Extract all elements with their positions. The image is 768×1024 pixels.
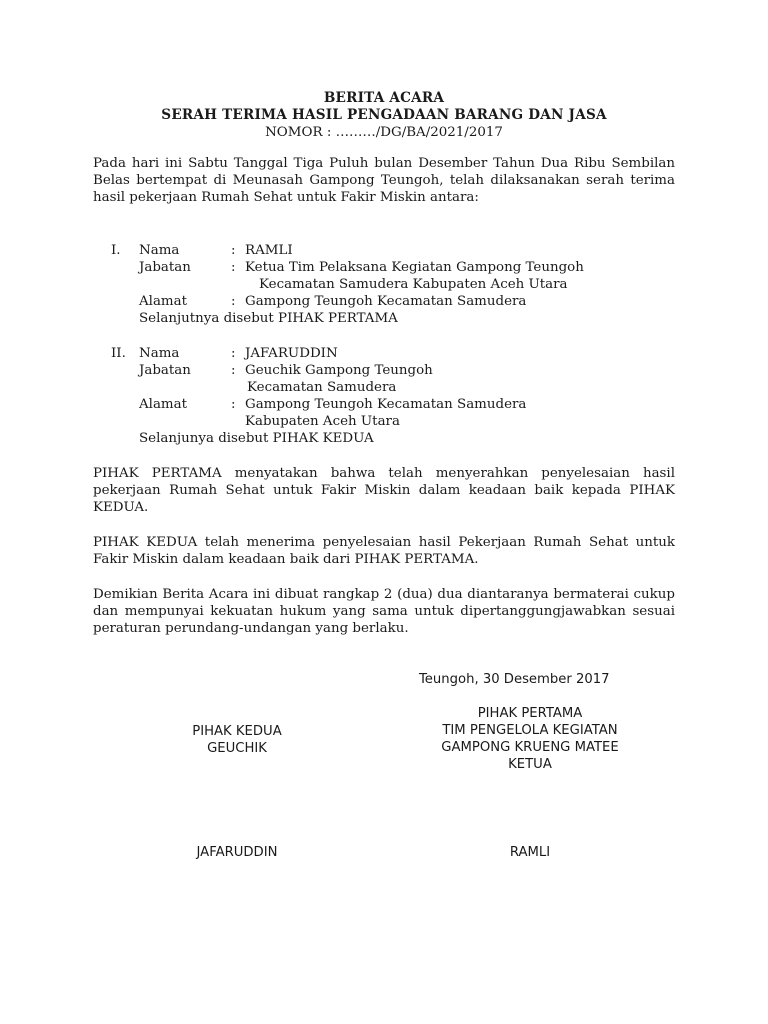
colon: : xyxy=(231,397,236,412)
receipt-statement-paragraph: PIHAK KEDUA telah menerima penyelesaian hasil Pekerjaan Rumah Sehat untuk Fakir Miskin dalam keadaan baik dari PIHAK PERTAMA. xyxy=(93,535,675,567)
party-one-designation: Selanjutnya disebut PIHAK PERTAMA xyxy=(139,311,398,326)
place-date: Teungoh, 30 Desember 2017 xyxy=(419,672,610,687)
document-number: NOMOR : ………/DG/BA/2021/2017 xyxy=(265,125,503,140)
signature-right-village: GAMPONG KRUENG MATEE xyxy=(441,740,619,755)
signature-left-title: GEUCHIK xyxy=(207,741,267,756)
party-one-alamat-value: Gampong Teungoh Kecamatan Samudera xyxy=(245,294,527,309)
signature-left-block xyxy=(162,723,312,757)
party-two-jabatan-label: Jabatan xyxy=(139,363,191,378)
party-two-nama-label: Nama xyxy=(139,346,180,361)
party-two-alamat-value-cont: Kabupaten Aceh Utara xyxy=(245,414,400,429)
document-title: BERITA ACARA xyxy=(323,90,445,106)
signature-right-title: KETUA xyxy=(508,757,552,772)
party-two-number: II. xyxy=(111,346,126,361)
signature-left-name: JAFARUDDIN xyxy=(196,845,278,860)
party-two-designation: Selanjunya disebut PIHAK KEDUA xyxy=(139,431,374,446)
party-one-jabatan-value: Ketua Tim Pelaksana Kegiatan Gampong Teungoh xyxy=(245,260,584,275)
party-two-alamat-value: Gampong Teungoh Kecamatan Samudera xyxy=(245,397,527,412)
signature-right-role: PIHAK PERTAMA xyxy=(477,706,583,721)
colon: : xyxy=(231,363,236,378)
party-one-alamat-label: Alamat xyxy=(139,294,187,309)
colon: : xyxy=(231,346,236,361)
opening-paragraph: Pada hari ini Sabtu Tanggal Tiga Puluh bulan Desember Tahun Dua Ribu Sembilan Belas bertempat di Meunasah Gampong Teungoh, telah dilaksanakan serah terima hasil pekerjaan Rumah Sehat untuk Fakir Miskin antara: xyxy=(93,156,675,205)
party-one-nama-value: RAMLI xyxy=(245,243,293,258)
colon: : xyxy=(231,294,236,309)
document-subtitle: SERAH TERIMA HASIL PENGADAAN BARANG DAN JASA xyxy=(161,107,607,123)
signature-left-role: PIHAK KEDUA xyxy=(192,724,282,739)
signature-right-name: RAMLI xyxy=(509,845,551,860)
colon: : xyxy=(231,260,236,275)
handover-statement-paragraph: PIHAK PERTAMA menyatakan bahwa telah menyerahkan penyelesaian hasil pekerjaan Rumah Sehat untuk Fakir Miskin dalam keadaan baik kepada PIHAK KEDUA. xyxy=(93,466,675,515)
party-two-block xyxy=(0,345,768,447)
party-one-block xyxy=(0,242,768,327)
document-title-block xyxy=(0,90,768,141)
party-one-jabatan-label: Jabatan xyxy=(139,260,191,275)
signature-right-team: TIM PENGELOLA KEGIATAN xyxy=(442,723,618,738)
party-two-nama-value: JAFARUDDIN xyxy=(245,346,338,361)
party-one-jabatan-value-cont: Kecamatan Samudera Kabupaten Aceh Utara xyxy=(259,277,568,292)
closing-paragraph: Demikian Berita Acara ini dibuat rangkap 2 (dua) dua diantaranya bermaterai cukup dan mempunyai kekuatan hukum yang sama untuk dipertanggungjawabkan sesuai peraturan perundang-undangan yang berlaku. xyxy=(93,587,675,636)
party-one-nama-label: Nama xyxy=(139,243,180,258)
party-two-jabatan-value: Geuchik Gampong Teungoh xyxy=(245,363,433,378)
party-two-jabatan-value-cont: Kecamatan Samudera xyxy=(247,380,397,395)
party-one-number: I. xyxy=(111,243,121,258)
party-two-alamat-label: Alamat xyxy=(139,397,187,412)
signature-right-block xyxy=(410,705,650,773)
colon: : xyxy=(231,243,236,258)
